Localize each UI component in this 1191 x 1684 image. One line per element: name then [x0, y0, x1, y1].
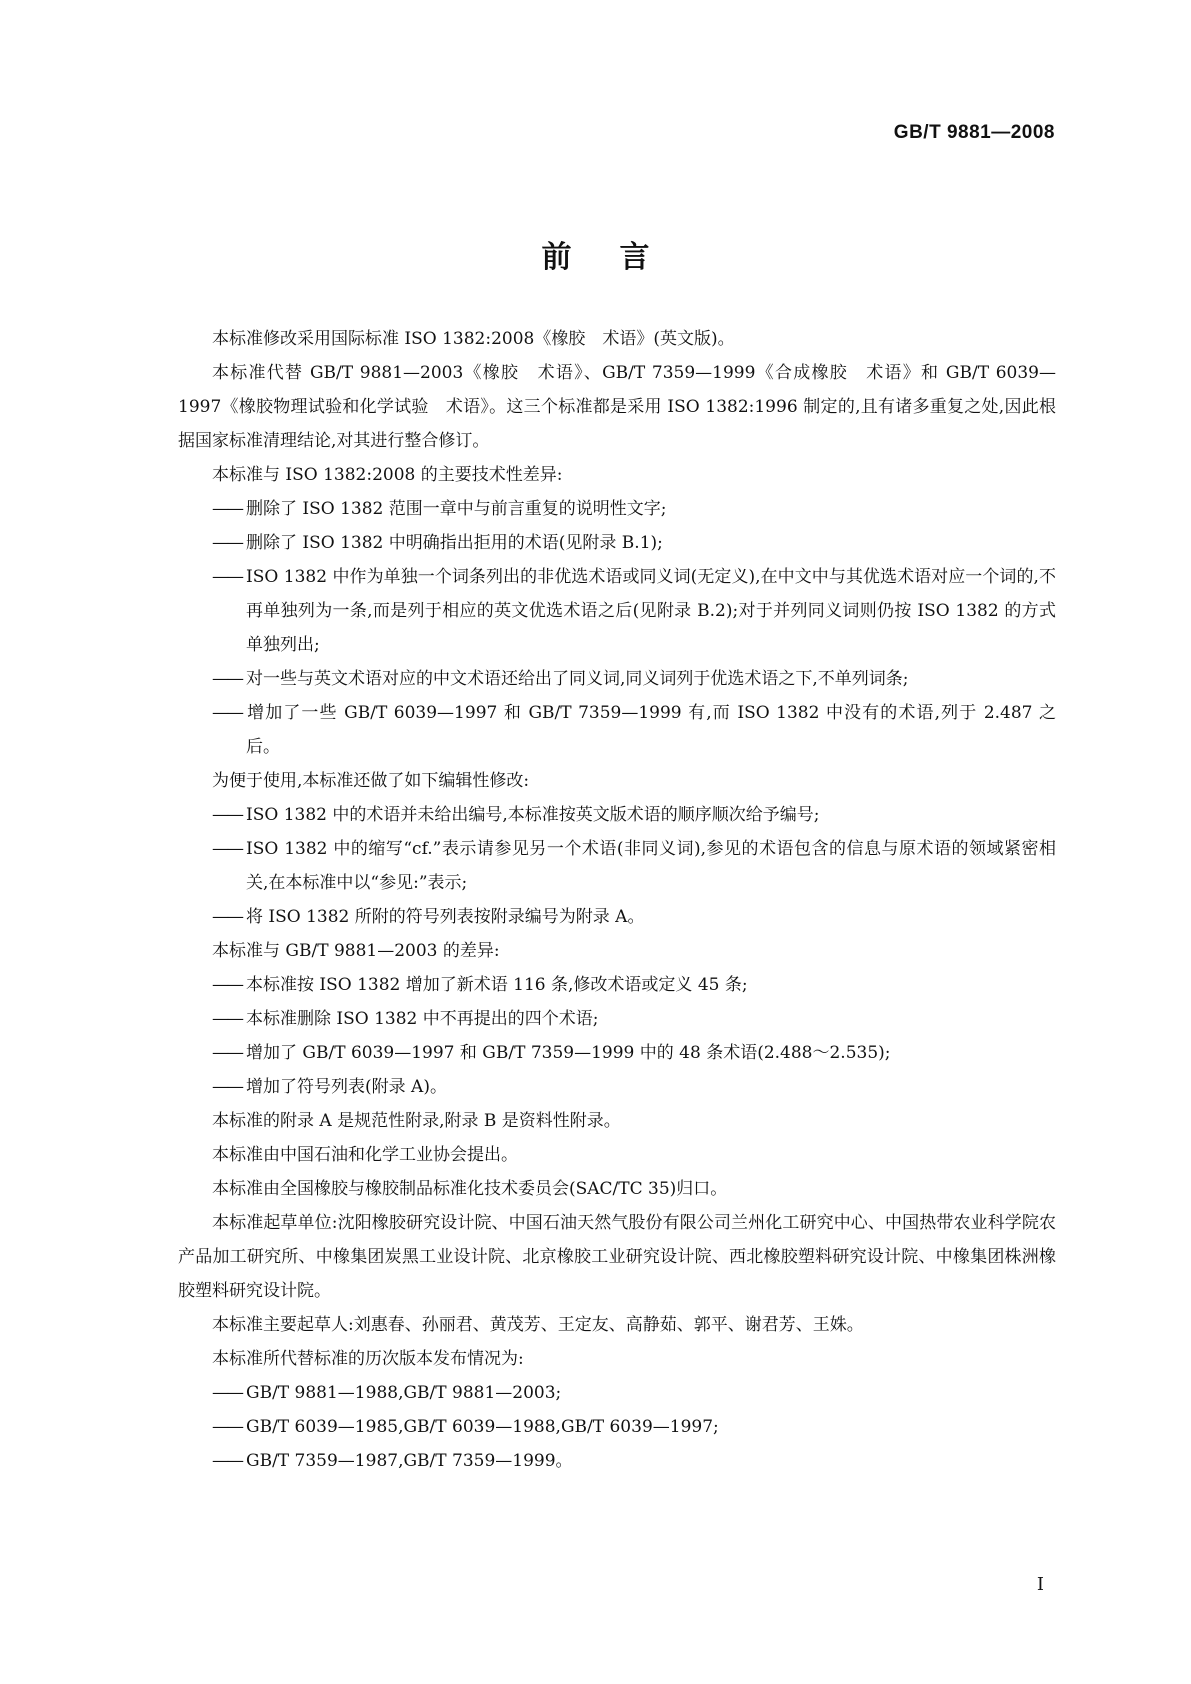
- paragraph: 本标准修改采用国际标准 ISO 1382:2008《橡胶 术语》(英文版)。: [212, 329, 735, 349]
- list-item-text: 将 ISO 1382 所附的符号列表按附录编号为附录 A。: [246, 907, 645, 927]
- dash-marker: ——: [212, 839, 242, 859]
- list-item: [178, 1410, 1056, 1444]
- list-item: [178, 1002, 1056, 1036]
- dash-marker: ——: [212, 669, 242, 689]
- list-item-text: 增加了 GB/T 6039—1997 和 GB/T 7359—1999 中的 48 条术语(2.488～2.535);: [246, 1043, 891, 1063]
- list-item: [178, 798, 1056, 832]
- list-item: [178, 1376, 1056, 1410]
- dash-marker: ——: [212, 567, 242, 587]
- paragraph: 本标准的附录 A 是规范性附录,附录 B 是资料性附录。: [212, 1111, 621, 1131]
- paragraph: 本标准与 ISO 1382:2008 的主要技术性差异:: [212, 465, 563, 485]
- list-item-text: GB/T 7359—1987,GB/T 7359—1999。: [246, 1451, 573, 1471]
- list-item: [178, 662, 1056, 696]
- list-item: [178, 968, 1056, 1002]
- list-item: [178, 696, 1056, 764]
- list-item: [178, 1070, 1056, 1104]
- list-item-text: 增加了符号列表(附录 A)。: [246, 1077, 447, 1097]
- list-item: [178, 832, 1056, 900]
- list-item: [178, 1036, 1056, 1070]
- list-item-text: GB/T 9881—1988,GB/T 9881—2003;: [246, 1383, 562, 1403]
- dash-marker: ——: [212, 703, 242, 723]
- list-item-text: 删除了 ISO 1382 中明确指出拒用的术语(见附录 B.1);: [246, 533, 663, 553]
- paragraph: 本标准起草单位:沈阳橡胶研究设计院、中国石油天然气股份有限公司兰州化工研究中心、中国热带农业科学院农产品加工研究所、中橡集团炭黑工业设计院、北京橡胶工业研究设计院、西北橡胶塑料研究设计院、中橡集团株洲橡胶塑料研究设计院。: [178, 1213, 1056, 1301]
- paragraph: 为便于使用,本标准还做了如下编辑性修改:: [212, 771, 530, 791]
- list-item-text: 增加了一些 GB/T 6039—1997 和 GB/T 7359—1999 有,而 ISO 1382 中没有的术语,列于 2.487 之后。: [246, 703, 1056, 757]
- list-item-text: 删除了 ISO 1382 范围一章中与前言重复的说明性文字;: [246, 499, 667, 519]
- dash-marker: ——: [212, 1077, 242, 1097]
- paragraph: 本标准与 GB/T 9881—2003 的差异:: [212, 941, 500, 961]
- dash-marker: ——: [212, 1383, 242, 1403]
- page-number: I: [1036, 1574, 1044, 1595]
- list-item: [178, 526, 1056, 560]
- list-item-text: 对一些与英文术语对应的中文术语还给出了同义词,同义词列于优选术语之下,不单列词条;: [246, 669, 909, 689]
- dash-marker: ——: [212, 1451, 242, 1471]
- foreword-body: [178, 322, 1056, 1478]
- dash-marker: ——: [212, 499, 242, 519]
- list-item: [178, 900, 1056, 934]
- standard-number: GB/T 9881—2008: [893, 122, 1055, 143]
- list-item-text: ISO 1382 中的术语并未给出编号,本标准按英文版术语的顺序顺次给予编号;: [246, 805, 820, 825]
- dash-marker: ——: [212, 533, 242, 553]
- list-item-text: ISO 1382 中作为单独一个词条列出的非优选术语或同义词(无定义),在中文中与其优选术语对应一个词的,不再单独列为一条,而是列于相应的英文优选术语之后(见附录 B.2);对于并列同义词则仍按 ISO 1382 的方式单独列出;: [246, 567, 1056, 655]
- paragraph: 本标准由中国石油和化学工业协会提出。: [212, 1145, 518, 1165]
- list-item: [178, 560, 1056, 662]
- list-item-text: 本标准删除 ISO 1382 中不再提出的四个术语;: [246, 1009, 599, 1029]
- list-item-text: 本标准按 ISO 1382 增加了新术语 116 条,修改术语或定义 45 条;: [246, 975, 748, 995]
- paragraph: 本标准代替 GB/T 9881—2003《橡胶 术语》、GB/T 7359—1999《合成橡胶 术语》和 GB/T 6039—1997《橡胶物理试验和化学试验 术语》。这三个标准都是采用 ISO 1382:1996 制定的,且有诸多重复之处,因此根据国家标准清理结论,对其进行整合修订。: [178, 363, 1056, 451]
- dash-marker: ——: [212, 907, 242, 927]
- dash-marker: ——: [212, 1009, 242, 1029]
- list-item: [178, 492, 1056, 526]
- dash-marker: ——: [212, 975, 242, 995]
- list-item-text: GB/T 6039—1985,GB/T 6039—1988,GB/T 6039—1997;: [246, 1417, 719, 1437]
- paragraph: 本标准由全国橡胶与橡胶制品标准化技术委员会(SAC/TC 35)归口。: [212, 1179, 728, 1199]
- dash-marker: ——: [212, 1043, 242, 1063]
- list-item: [178, 1444, 1056, 1478]
- list-item-text: ISO 1382 中的缩写“cf.”表示请参见另一个术语(非同义词),参见的术语包含的信息与原术语的领域紧密相关,在本标准中以“参见:”表示;: [246, 839, 1056, 893]
- paragraph: 本标准所代替标准的历次版本发布情况为:: [212, 1349, 524, 1369]
- paragraph: 本标准主要起草人:刘惠春、孙丽君、黄茂芳、王定友、高静茹、郭平、谢君芳、王姝。: [212, 1315, 864, 1335]
- page-title: 前言: [541, 240, 698, 275]
- dash-marker: ——: [212, 1417, 242, 1437]
- dash-marker: ——: [212, 805, 242, 825]
